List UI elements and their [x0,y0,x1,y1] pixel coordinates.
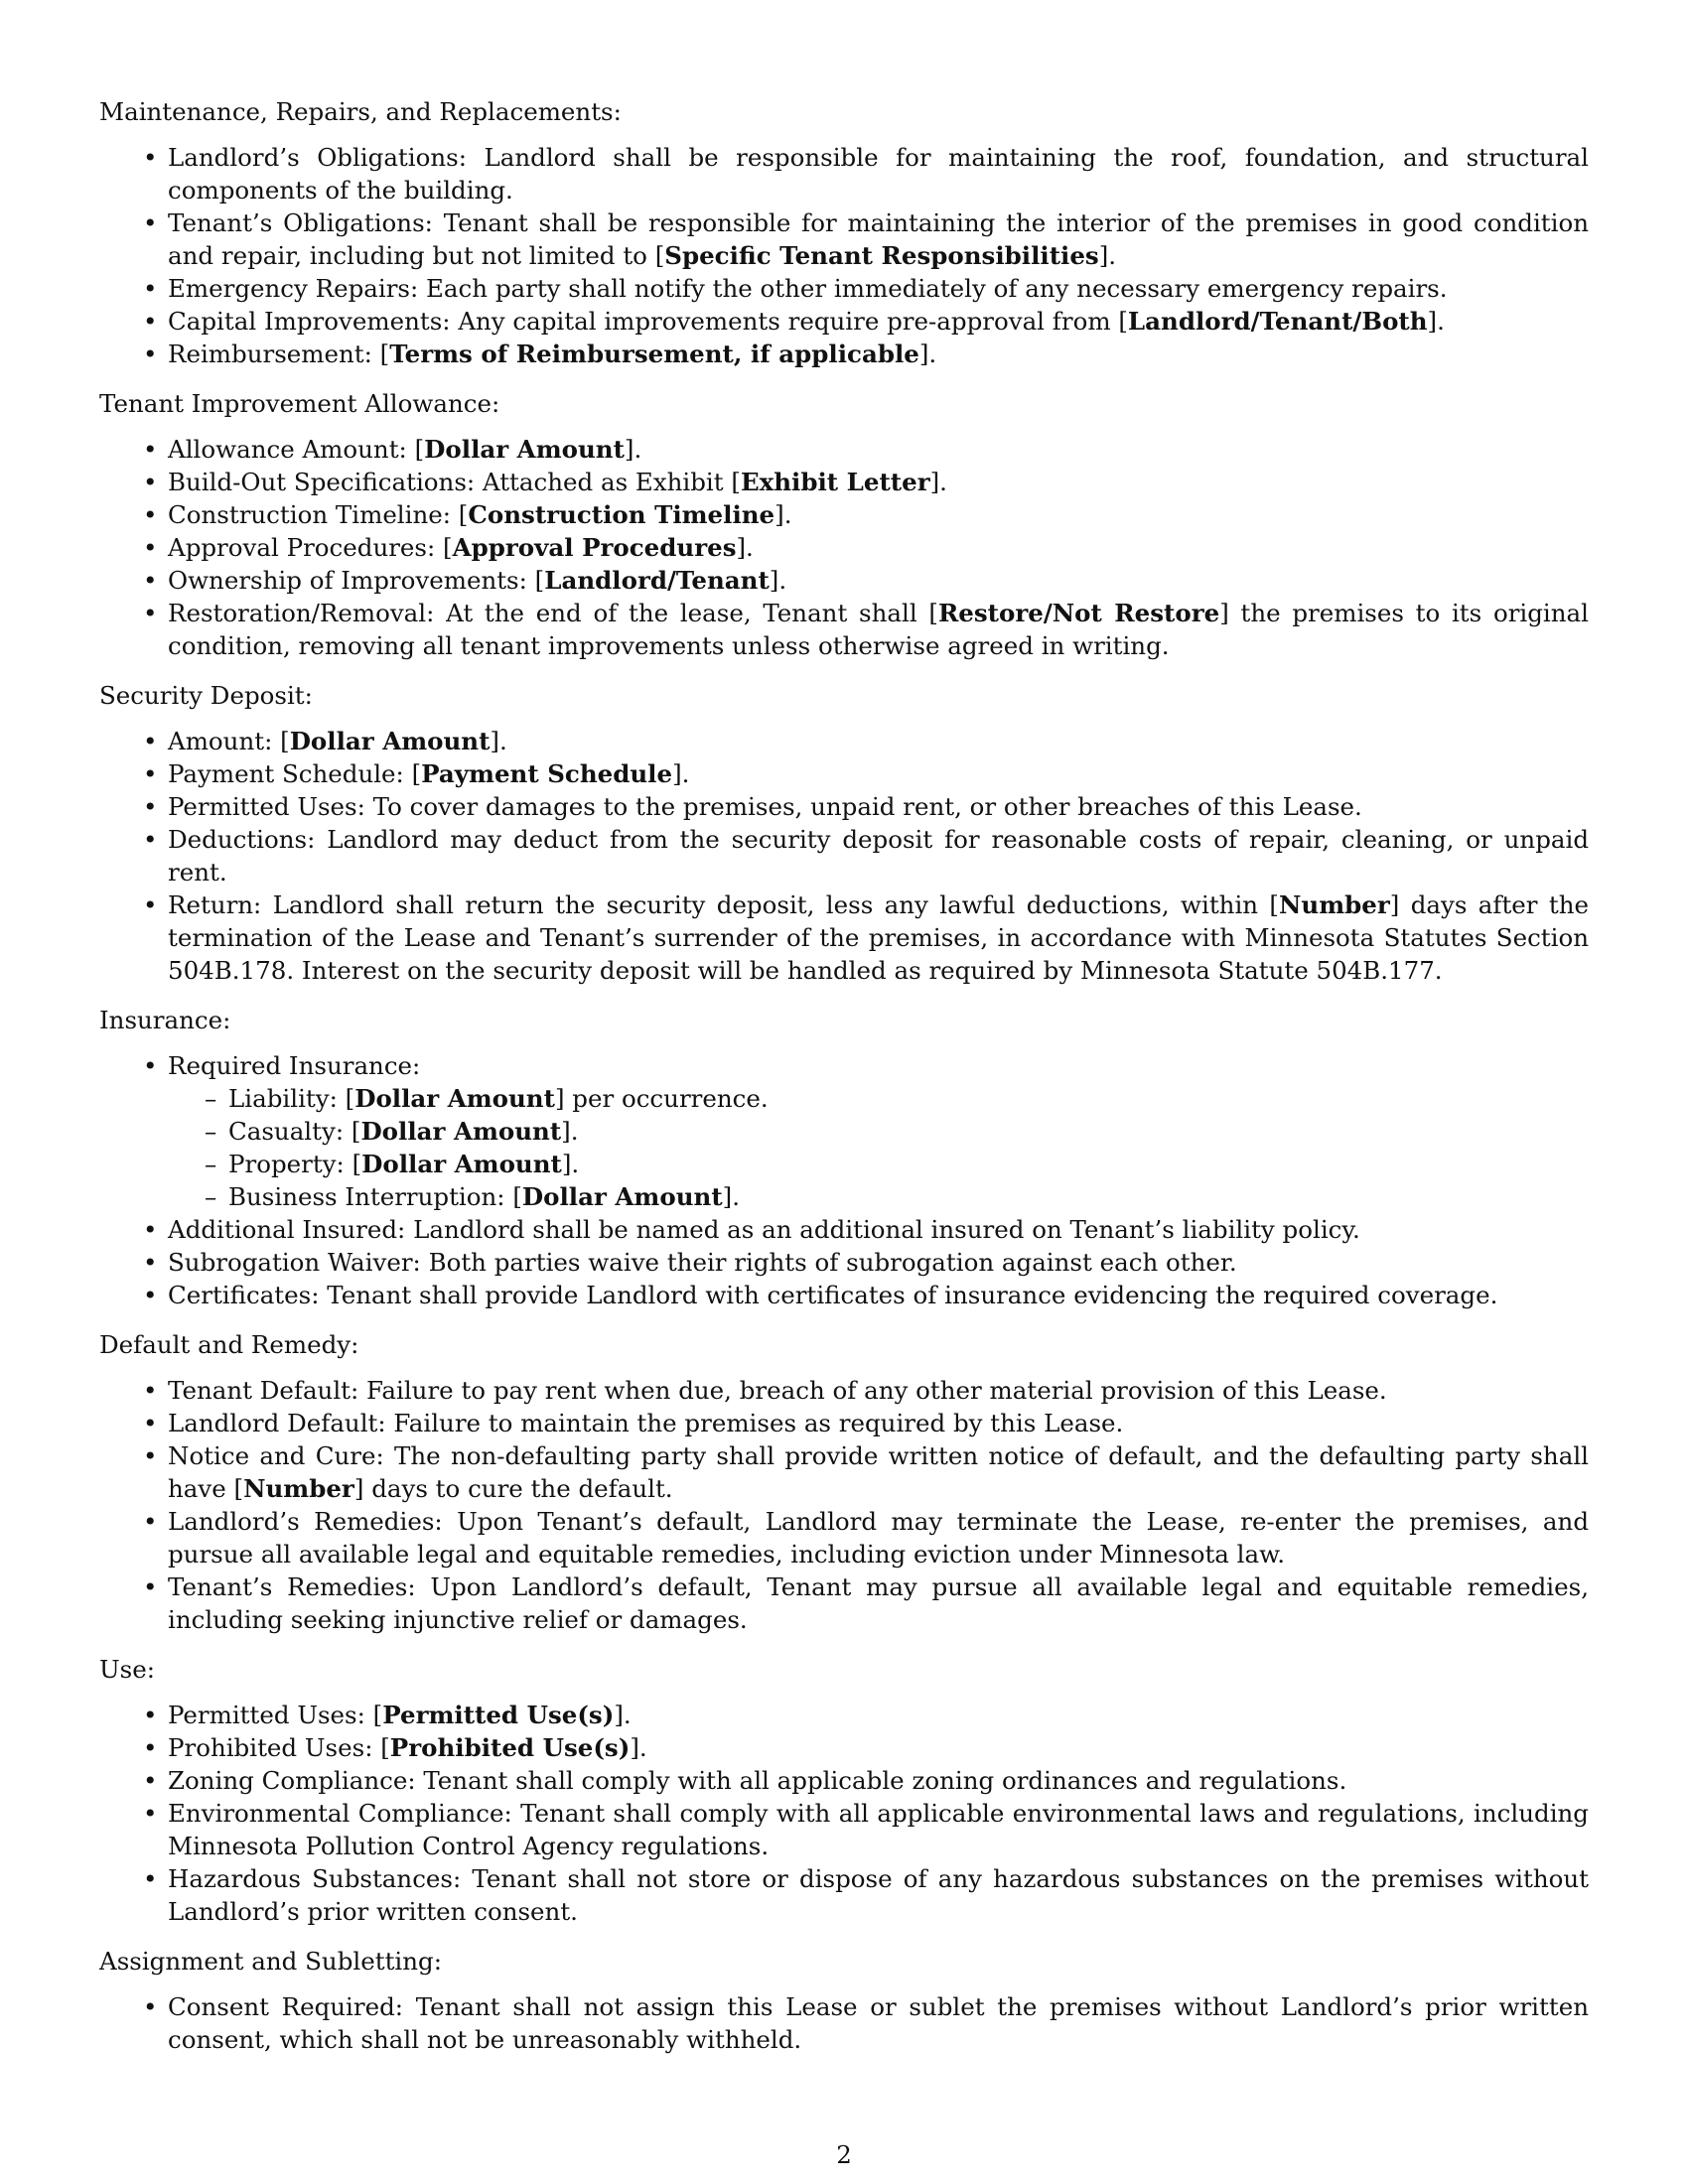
text-run: Amount: [ [168,727,290,755]
text-run: Certificates: Tenant shall provide Landlord with certificates of insurance evidencing the required coverage. [168,1281,1498,1309]
text-run: Subrogation Waiver: Both parties waive their rights of subrogation against each other. [168,1248,1237,1277]
text-run: Approval Procedures: [ [168,533,453,562]
list-item [99,564,1589,597]
document-page [99,95,1589,2073]
text-run: Consent Required: Tenant shall not assign this Lease or sublet the premises without Landlord’s prior written consent, which shall not be unreasonably withheld. [168,1992,1589,2054]
section-heading: Assignment and Subletting: [99,1947,442,1976]
sub-list-item [168,1115,1589,1148]
text-run: ]. [1427,307,1445,336]
text-run: ]. [490,727,507,755]
placeholder-field: Specific Tenant Responsibilities [664,241,1099,270]
text-run: Zoning Compliance: Tenant shall comply with all applicable zoning ordinances and regulations. [168,1766,1347,1795]
text-run: ]. [722,1182,740,1211]
list-item [99,823,1589,888]
section-assignment-and-subletting [99,1945,1589,2056]
text-run: ]. [918,340,937,368]
list-item [99,1797,1589,1862]
text-run: Notice and Cure: The non-defaulting party shall provide written notice of default, and the defaulting party shall have [ [168,1441,1589,1503]
text-run: ] days after the termination of the Lease and Tenant’s surrender of the premises, in accordance with Minnesota Statutes Section 504B.178. Interest on the security deposit will be handled as required by Minnesota Statute 504B.177. [168,890,1589,985]
placeholder-field: Terms of Reimbursement, if applicable [389,340,919,368]
text-run: Liability: [ [228,1084,355,1113]
placeholder-field: Approval Procedures [452,533,737,562]
list-item [99,1570,1589,1636]
placeholder-field: Restore/Not Restore [937,599,1220,627]
text-run: Capital Improvements: Any capital improvements require pre-approval from [ [168,307,1128,336]
placeholder-field: Exhibit Letter [740,468,930,496]
list-item [99,305,1589,338]
text-run: ]. [561,1117,579,1146]
list-item [99,1990,1589,2056]
text-run: Payment Schedule: [ [168,759,422,788]
section-default-and-remedy [99,1328,1589,1636]
text-run: ]. [929,468,947,496]
list-item [99,1049,1589,1213]
bullet-list [99,433,1589,662]
placeholder-field: Dollar Amount [424,435,625,464]
list-item [99,531,1589,564]
text-run: Tenant’s Remedies: Upon Landlord’s default, Tenant may pursue all available legal and equitable remedies, including seeking injunctive relief or damages. [168,1572,1589,1634]
placeholder-field: Landlord/Tenant [544,566,770,595]
list-item [99,725,1589,757]
section-use [99,1653,1589,1928]
list-item [99,757,1589,790]
text-run: Additional Insured: Landlord shall be named as an additional insured on Tenant’s liability policy. [168,1215,1360,1244]
text-run: ]. [614,1701,632,1729]
text-run: Tenant Default: Failure to pay rent when due, breach of any other material provision of this Lease. [168,1376,1387,1405]
text-run: Tenant’s Obligations: Tenant shall be responsible for maintaining the interior of the premises in good condition and repair, including but not limited to [ [168,208,1589,270]
list-item [99,272,1589,305]
text-run: Allowance Amount: [ [168,435,425,464]
section-heading: Maintenance, Repairs, and Replacements: [99,97,622,126]
text-run: Reimbursement: [ [168,340,390,368]
text-run: Landlord’s Remedies: Upon Tenant’s default, Landlord may terminate the Lease, re-enter the premises, and pursue all available legal and equitable remedies, including eviction under Minnesota law. [168,1507,1589,1569]
bullet-list [99,1374,1589,1636]
sub-list-item [168,1082,1589,1115]
text-run: Emergency Repairs: Each party shall notify the other immediately of any necessary emergency repairs. [168,274,1448,303]
text-run: ]. [1098,241,1117,270]
section-heading: Tenant Improvement Allowance: [99,389,500,418]
bullet-list [99,1990,1589,2056]
bullet-list [99,1049,1589,1311]
text-run: Casualty: [ [228,1117,361,1146]
sub-list [168,1082,1589,1213]
text-run: Business Interruption: [ [228,1182,522,1211]
text-run: Permitted Uses: To cover damages to the premises, unpaid rent, or other breaches of this Lease. [168,792,1362,821]
list-item [99,466,1589,498]
text-run: ]. [624,435,642,464]
text-run: ] the premises to its original condition, removing all tenant improvements unless otherwise agreed in writing. [168,599,1589,660]
section-maintenance-repairs-and-replacements [99,95,1589,370]
section-insurance [99,1004,1589,1311]
list-item [99,1862,1589,1928]
list-item [99,1279,1589,1311]
list-item [99,1374,1589,1407]
text-run: Ownership of Improvements: [ [168,566,545,595]
text-run: ]. [769,566,787,595]
text-run: Restoration/Removal: At the end of the lease, Tenant shall [ [168,599,938,627]
text-run: ]. [736,533,754,562]
list-item [99,888,1589,987]
text-run: ] days to cure the default. [353,1474,673,1503]
text-run: Hazardous Substances: Tenant shall not store or dispose of any hazardous substances on the premises without Landlord’s prior written consent. [168,1864,1589,1926]
placeholder-field: Dollar Amount [289,727,491,755]
text-run: ]. [561,1150,580,1178]
list-item [99,790,1589,823]
text-run: Prohibited Uses: [ [168,1733,390,1762]
list-item [99,1246,1589,1279]
placeholder-field: Permitted Use(s) [382,1701,615,1729]
section-tenant-improvement-allowance [99,387,1589,662]
page-number: 2 [836,2140,852,2169]
sub-list-item [168,1148,1589,1180]
section-heading: Security Deposit: [99,681,313,710]
section-heading: Default and Remedy: [99,1330,359,1359]
text-run: Construction Timeline: [ [168,500,469,529]
text-run: ]. [672,759,690,788]
text-run: Property: [ [228,1150,362,1178]
placeholder-field: Payment Schedule [421,759,673,788]
list-item [99,141,1589,206]
list-item [99,1505,1589,1570]
placeholder-field: Number [1279,890,1390,919]
placeholder-field: Dollar Amount [521,1182,723,1211]
text-run: Deductions: Landlord may deduct from the security deposit for reasonable costs of repair, cleaning, or unpaid rent. [168,825,1589,887]
list-item [99,597,1589,662]
section-heading: Use: [99,1655,155,1684]
section-security-deposit [99,679,1589,987]
text-run: Environmental Compliance: Tenant shall comply with all applicable environmental laws and regulations, including Minnesota Pollution Control Agency regulations. [168,1799,1589,1860]
list-item [99,206,1589,272]
section-heading: Insurance: [99,1006,231,1034]
bullet-list [99,725,1589,987]
text-run: ]. [630,1733,647,1762]
list-item [99,338,1589,370]
text-run: Landlord’s Obligations: Landlord shall be responsible for maintaining the roof, foundation, and structural components of the building. [168,143,1589,205]
placeholder-field: Dollar Amount [354,1084,555,1113]
text-run: ]. [774,500,792,529]
placeholder-field: Number [243,1474,354,1503]
list-item [99,1699,1589,1731]
text-run: Return: Landlord shall return the security deposit, less any lawful deductions, within [ [168,890,1279,919]
placeholder-field: Landlord/Tenant/Both [1127,307,1428,336]
placeholder-field: Prohibited Use(s) [389,1733,631,1762]
text-run: Build-Out Specifications: Attached as Exhibit [ [168,468,741,496]
list-item [99,1764,1589,1797]
text-run: ] per occurrence. [554,1084,769,1113]
text-run: Landlord Default: Failure to maintain the premises as required by this Lease. [168,1409,1124,1437]
bullet-list [99,1699,1589,1928]
bullet-list [99,141,1589,370]
text-run: Permitted Uses: [ [168,1701,383,1729]
list-item [99,1213,1589,1246]
placeholder-field: Dollar Amount [360,1117,562,1146]
text-run: Required Insurance: [168,1051,421,1080]
placeholder-field: Dollar Amount [361,1150,562,1178]
list-item [99,433,1589,466]
placeholder-field: Construction Timeline [468,500,775,529]
list-item [99,1439,1589,1505]
list-item [99,1407,1589,1439]
list-item [99,1731,1589,1764]
sub-list-item [168,1180,1589,1213]
list-item [99,498,1589,531]
